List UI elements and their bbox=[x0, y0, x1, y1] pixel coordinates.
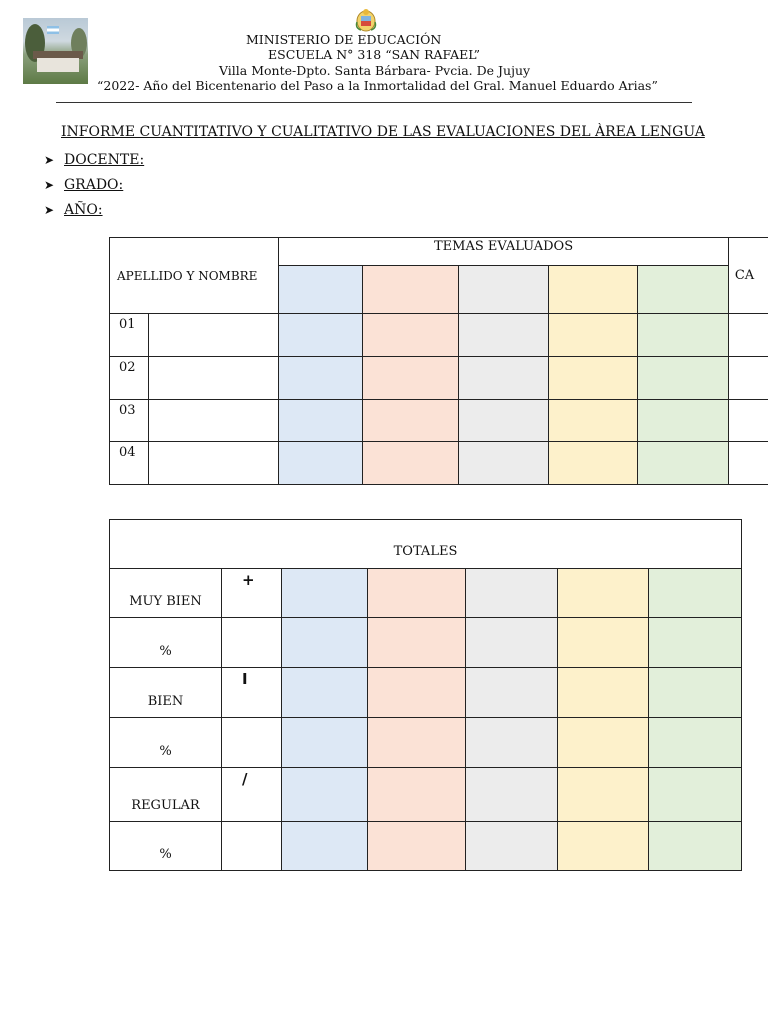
total-cell[interactable] bbox=[466, 768, 558, 822]
total-cell[interactable] bbox=[466, 668, 558, 718]
total-cell[interactable] bbox=[368, 569, 466, 618]
row-number: 04 bbox=[110, 442, 149, 485]
field-grado bbox=[44, 177, 123, 193]
grade-cell[interactable] bbox=[279, 357, 363, 400]
total-cell[interactable] bbox=[368, 718, 466, 768]
topic-cell[interactable] bbox=[459, 266, 549, 314]
total-cell[interactable] bbox=[282, 768, 368, 822]
topic-cell[interactable] bbox=[637, 266, 728, 314]
total-cell[interactable] bbox=[558, 718, 649, 768]
row-number: 01 bbox=[110, 314, 149, 357]
row-label: % bbox=[110, 822, 222, 871]
field-label: AÑO: bbox=[64, 202, 103, 218]
grade-cell[interactable] bbox=[459, 314, 549, 357]
year-motto: “2022- Año del Bicentenario del Paso a la Inmortalidad del Gral. Manuel Eduardo Arias” bbox=[97, 78, 658, 93]
student-name-cell[interactable] bbox=[148, 314, 279, 357]
total-cell[interactable] bbox=[368, 768, 466, 822]
grade-cell[interactable] bbox=[363, 400, 459, 442]
students-table bbox=[109, 237, 768, 485]
field-anio bbox=[44, 202, 103, 218]
total-cell[interactable] bbox=[558, 618, 649, 668]
slash-mark: / bbox=[222, 768, 282, 822]
total-cell[interactable] bbox=[368, 668, 466, 718]
grade-cell[interactable] bbox=[549, 442, 638, 485]
total-cell[interactable] bbox=[466, 822, 558, 871]
header-divider bbox=[56, 102, 692, 103]
table-row bbox=[110, 314, 768, 357]
total-cell[interactable] bbox=[368, 618, 466, 668]
table-row bbox=[110, 400, 768, 442]
name-column-header: APELLIDO Y NOMBRE bbox=[110, 238, 279, 314]
mark-cell bbox=[222, 618, 282, 668]
grade-cell[interactable] bbox=[459, 442, 549, 485]
total-cell[interactable] bbox=[558, 822, 649, 871]
grade-cell[interactable] bbox=[279, 400, 363, 442]
bar-mark: I bbox=[222, 668, 282, 718]
topic-cell[interactable] bbox=[549, 266, 638, 314]
total-cell[interactable] bbox=[649, 668, 742, 718]
school-crest-icon bbox=[355, 8, 377, 32]
extra-cell[interactable] bbox=[728, 314, 768, 357]
grade-cell[interactable] bbox=[637, 357, 728, 400]
ministry-name: MINISTERIO DE EDUCACIÓN bbox=[246, 32, 442, 47]
grade-cell[interactable] bbox=[279, 442, 363, 485]
row-label: REGULAR bbox=[110, 768, 222, 822]
arrow-bullet-icon: ➤ bbox=[44, 153, 55, 167]
topics-header: TEMAS EVALUADOS bbox=[279, 238, 729, 266]
mark-cell bbox=[222, 822, 282, 871]
extra-cell[interactable] bbox=[728, 357, 768, 400]
total-cell[interactable] bbox=[282, 718, 368, 768]
student-name-cell[interactable] bbox=[148, 357, 279, 400]
totals-table bbox=[109, 519, 742, 871]
table-row bbox=[110, 768, 742, 822]
total-cell[interactable] bbox=[649, 768, 742, 822]
grade-cell[interactable] bbox=[549, 357, 638, 400]
total-cell[interactable] bbox=[649, 822, 742, 871]
table-row bbox=[110, 569, 742, 618]
table-row bbox=[110, 718, 742, 768]
total-cell[interactable] bbox=[466, 569, 558, 618]
row-number: 02 bbox=[110, 357, 149, 400]
plus-mark: + bbox=[222, 569, 282, 618]
table-row bbox=[110, 442, 768, 485]
grade-cell[interactable] bbox=[637, 314, 728, 357]
total-cell[interactable] bbox=[282, 618, 368, 668]
extra-cell[interactable] bbox=[728, 442, 768, 485]
table-row bbox=[110, 822, 742, 871]
total-cell[interactable] bbox=[558, 668, 649, 718]
school-name: ESCUELA N° 318 “SAN RAFAEL” bbox=[268, 47, 480, 62]
row-number: 03 bbox=[110, 400, 149, 442]
field-label: GRADO: bbox=[64, 177, 124, 193]
report-title: INFORME CUANTITATIVO Y CUALITATIVO DE LAS EVALUACIONES DEL ÀREA LENGUA bbox=[61, 124, 705, 140]
total-cell[interactable] bbox=[466, 718, 558, 768]
grade-cell[interactable] bbox=[549, 314, 638, 357]
grade-cell[interactable] bbox=[363, 442, 459, 485]
total-cell[interactable] bbox=[368, 822, 466, 871]
grade-cell[interactable] bbox=[363, 314, 459, 357]
cut-header: CA bbox=[728, 238, 768, 314]
extra-cell[interactable] bbox=[728, 400, 768, 442]
school-location: Villa Monte-Dpto. Santa Bárbara- Pvcia. De Jujuy bbox=[219, 63, 531, 78]
grade-cell[interactable] bbox=[279, 314, 363, 357]
total-cell[interactable] bbox=[649, 569, 742, 618]
total-cell[interactable] bbox=[282, 668, 368, 718]
grade-cell[interactable] bbox=[549, 400, 638, 442]
table-row bbox=[110, 668, 742, 718]
total-cell[interactable] bbox=[649, 718, 742, 768]
total-cell[interactable] bbox=[282, 822, 368, 871]
grade-cell[interactable] bbox=[637, 442, 728, 485]
table-row bbox=[110, 357, 768, 400]
row-label: BIEN bbox=[110, 668, 222, 718]
row-label: MUY BIEN bbox=[110, 569, 222, 618]
arrow-bullet-icon: ➤ bbox=[44, 203, 55, 217]
total-cell[interactable] bbox=[558, 569, 649, 618]
grade-cell[interactable] bbox=[637, 400, 728, 442]
table-row bbox=[110, 618, 742, 668]
total-cell[interactable] bbox=[558, 768, 649, 822]
totals-title: TOTALES bbox=[110, 520, 742, 569]
total-cell[interactable] bbox=[466, 618, 558, 668]
student-name-cell[interactable] bbox=[148, 442, 279, 485]
row-label: % bbox=[110, 618, 222, 668]
topic-cell[interactable] bbox=[279, 266, 363, 314]
grade-cell[interactable] bbox=[363, 357, 459, 400]
field-label: DOCENTE: bbox=[64, 152, 145, 168]
total-cell[interactable] bbox=[649, 618, 742, 668]
school-building-photo bbox=[23, 18, 88, 84]
row-label: % bbox=[110, 718, 222, 768]
field-docente bbox=[44, 152, 144, 168]
total-cell[interactable] bbox=[282, 569, 368, 618]
student-name-cell[interactable] bbox=[148, 400, 279, 442]
mark-cell bbox=[222, 718, 282, 768]
grade-cell[interactable] bbox=[459, 400, 549, 442]
grade-cell[interactable] bbox=[459, 357, 549, 400]
arrow-bullet-icon: ➤ bbox=[44, 178, 55, 192]
topic-cell[interactable] bbox=[363, 266, 459, 314]
